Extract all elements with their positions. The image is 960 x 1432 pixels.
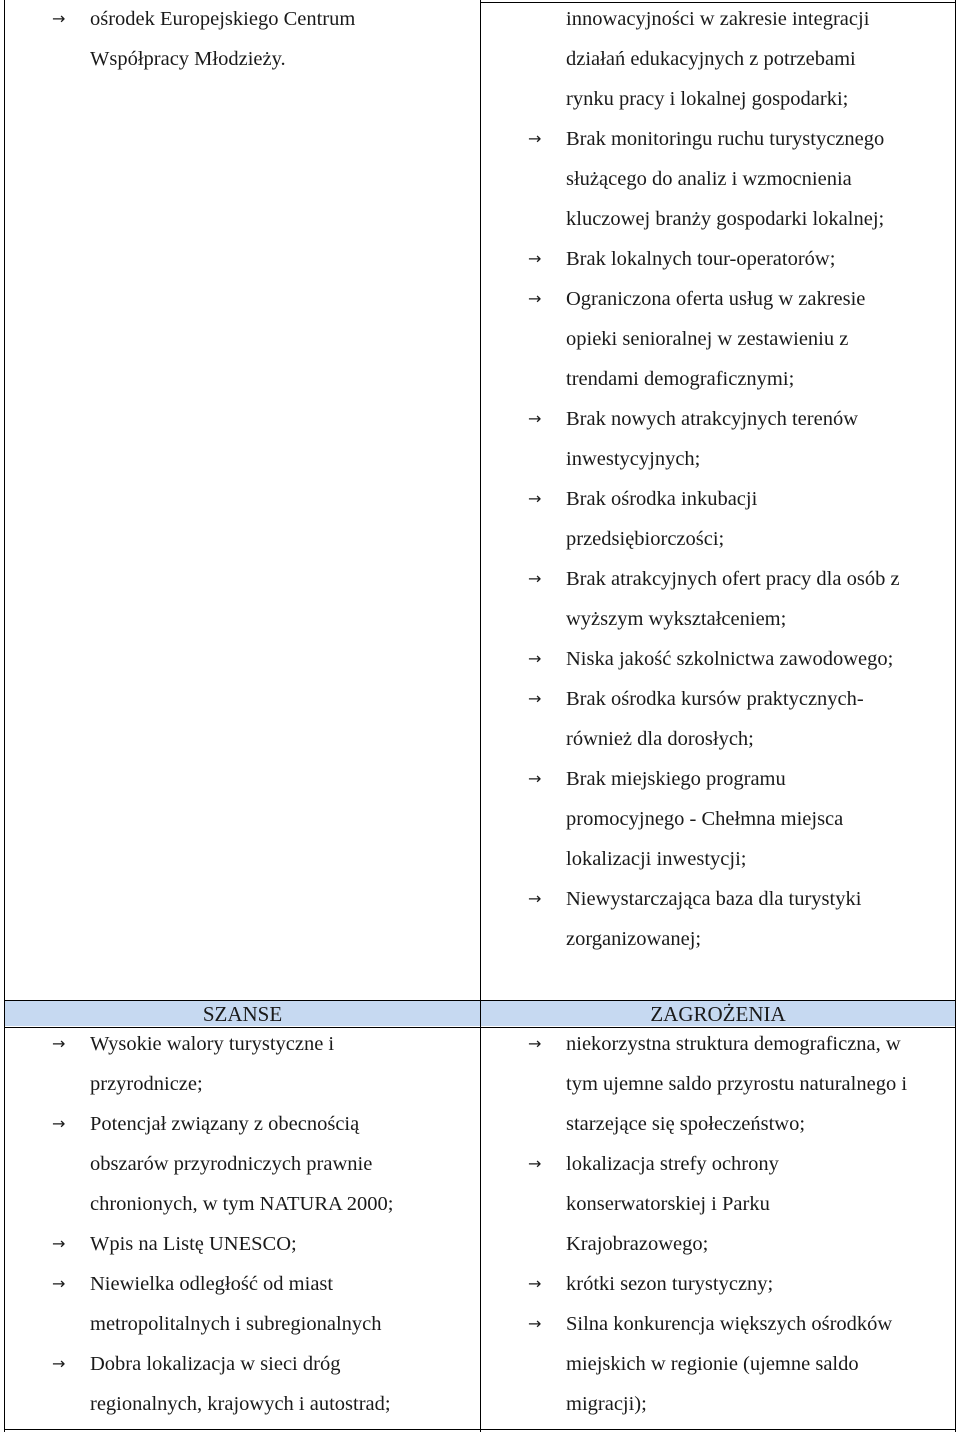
list-item-line: miejskich w regionie (ujemne saldo (566, 1353, 859, 1375)
threats-list-cell (528, 1024, 948, 1424)
opportunities-header-label: SZANSE (202, 1002, 283, 1026)
arrow-right-icon: → (52, 1354, 66, 1373)
list-item (528, 879, 948, 959)
list-item (52, 1224, 472, 1264)
arrow-right-icon: → (52, 1274, 66, 1293)
list-item-line: zorganizowanej; (566, 928, 702, 950)
table-border-left (4, 0, 5, 1432)
arrow-right-icon: → (52, 1034, 66, 1053)
list-item-line: lokalizacji inwestycji; (566, 848, 747, 870)
weaknesses-list-cell (528, 0, 948, 959)
list-item-line: Wpis na Listę UNESCO; (90, 1233, 297, 1255)
arrow-right-icon: → (52, 1234, 66, 1253)
list-item-line: krótki sezon turystyczny; (566, 1273, 774, 1295)
list-item (528, 1024, 948, 1144)
list-item (528, 1304, 948, 1424)
list-item-line: inwestycyjnych; (566, 448, 701, 470)
list-item-line: Niewielka odległość od miast (90, 1273, 334, 1295)
opportunities-list-cell (52, 1024, 472, 1424)
table-border-middle (480, 0, 481, 1432)
arrow-right-icon: → (52, 9, 66, 28)
arrow-right-icon: → (528, 289, 542, 308)
list-item-line: chronionych, w tym NATURA 2000; (90, 1193, 394, 1215)
list-item-line: Brak miejskiego programu (566, 768, 786, 790)
list-item (528, 399, 948, 479)
arrow-right-icon: → (528, 409, 542, 428)
table-border-right (955, 0, 956, 1432)
arrow-right-icon: → (528, 129, 542, 148)
list-item-line: tym ujemne saldo przyrostu naturalnego i (566, 1073, 908, 1095)
list-item-line: Silna konkurencja większych ośrodków (566, 1313, 893, 1335)
list-item-line: Współpracy Młodzieży. (90, 48, 286, 70)
opportunities-header (5, 1001, 480, 1026)
arrow-right-icon: → (528, 769, 542, 788)
list-item-line: regionalnych, krajowych i autostrad; (90, 1393, 391, 1415)
list-item (528, 1264, 948, 1304)
list-item-line: Brak atrakcyjnych ofert pracy dla osób z (566, 568, 900, 590)
table-border-bottom (4, 1429, 956, 1430)
list-item (52, 1264, 472, 1344)
list-item-line: Brak ośrodka inkubacji (566, 488, 758, 510)
list-item-line: starzejące się społeczeństwo; (566, 1113, 806, 1135)
list-item (528, 559, 948, 639)
list-item-line: konserwatorskiej i Parku (566, 1193, 770, 1215)
arrow-right-icon: → (52, 1114, 66, 1133)
list-item-line: wyższym wykształceniem; (566, 608, 787, 630)
list-item-line: przyrodnicze; (90, 1073, 203, 1095)
threats-header (481, 1001, 955, 1026)
arrow-right-icon: → (528, 489, 542, 508)
list-item-line: kluczowej branży gospodarki lokalnej; (566, 208, 885, 230)
arrow-right-icon: → (528, 889, 542, 908)
arrow-right-icon: → (528, 249, 542, 268)
list-item-line: opieki senioralnej w zestawieniu z (566, 328, 849, 350)
list-item-line: innowacyjności w zakresie integracji (566, 8, 870, 30)
list-item-line: Niewystarczająca baza dla turystyki (566, 888, 862, 910)
list-item-line: działań edukacyjnych z potrzebami (566, 48, 856, 70)
arrow-right-icon: → (528, 649, 542, 668)
list-item-line: rynku pracy i lokalnej gospodarki; (566, 88, 849, 110)
list-item (528, 119, 948, 239)
arrow-right-icon: → (528, 569, 542, 588)
list-item (528, 679, 948, 759)
list-item-line: migracji); (566, 1393, 647, 1415)
list-item-line: Brak ośrodka kursów praktycznych- (566, 688, 864, 710)
list-item (528, 0, 948, 119)
list-item-line: Wysokie walory turystyczne i (90, 1033, 335, 1055)
arrow-right-icon: → (528, 1154, 542, 1173)
list-item (528, 239, 948, 279)
list-item (528, 639, 948, 679)
list-item-line: Krajobrazowego; (566, 1233, 709, 1255)
list-item-line: przedsiębiorczości; (566, 528, 725, 550)
list-item-line: niekorzystna struktura demograficzna, w (566, 1033, 901, 1055)
threats-header-label: ZAGROŻENIA (650, 1002, 786, 1026)
list-item (52, 0, 472, 79)
list-item-line: Brak nowych atrakcyjnych terenów (566, 408, 859, 430)
list-item (52, 1024, 472, 1104)
arrow-right-icon: → (528, 689, 542, 708)
list-item (528, 759, 948, 879)
list-item (52, 1104, 472, 1224)
list-item-line: trendami demograficznymi; (566, 368, 795, 390)
weaknesses-left-cell (52, 0, 472, 79)
arrow-right-icon: → (528, 1314, 542, 1333)
list-item-line: Brak monitoringu ruchu turystycznego (566, 128, 885, 150)
list-item-line: promocyjnego - Chełmna miejsca (566, 808, 844, 830)
list-item-line: Ograniczona oferta usług w zakresie (566, 288, 866, 310)
list-item (528, 1144, 948, 1264)
arrow-right-icon: → (528, 1034, 542, 1053)
list-item-line: również dla dorosłych; (566, 728, 754, 750)
list-item-line: służącego do analiz i wzmocnienia (566, 168, 852, 190)
list-item-line: Brak lokalnych tour-operatorów; (566, 248, 836, 270)
list-item-line: Potencjał związany z obecnością (90, 1113, 360, 1135)
list-item-line: ośrodek Europejskiego Centrum (90, 8, 356, 30)
list-item-line: lokalizacja strefy ochrony (566, 1153, 779, 1175)
list-item (52, 1344, 472, 1424)
list-item (528, 279, 948, 399)
list-item-line: metropolitalnych i subregionalnych (90, 1313, 382, 1335)
list-item-line: Niska jakość szkolnictwa zawodowego; (566, 648, 894, 670)
list-item (528, 479, 948, 559)
list-item-line: Dobra lokalizacja w sieci dróg (90, 1353, 341, 1375)
list-item-line: obszarów przyrodniczych prawnie (90, 1153, 373, 1175)
arrow-right-icon: → (528, 1274, 542, 1293)
